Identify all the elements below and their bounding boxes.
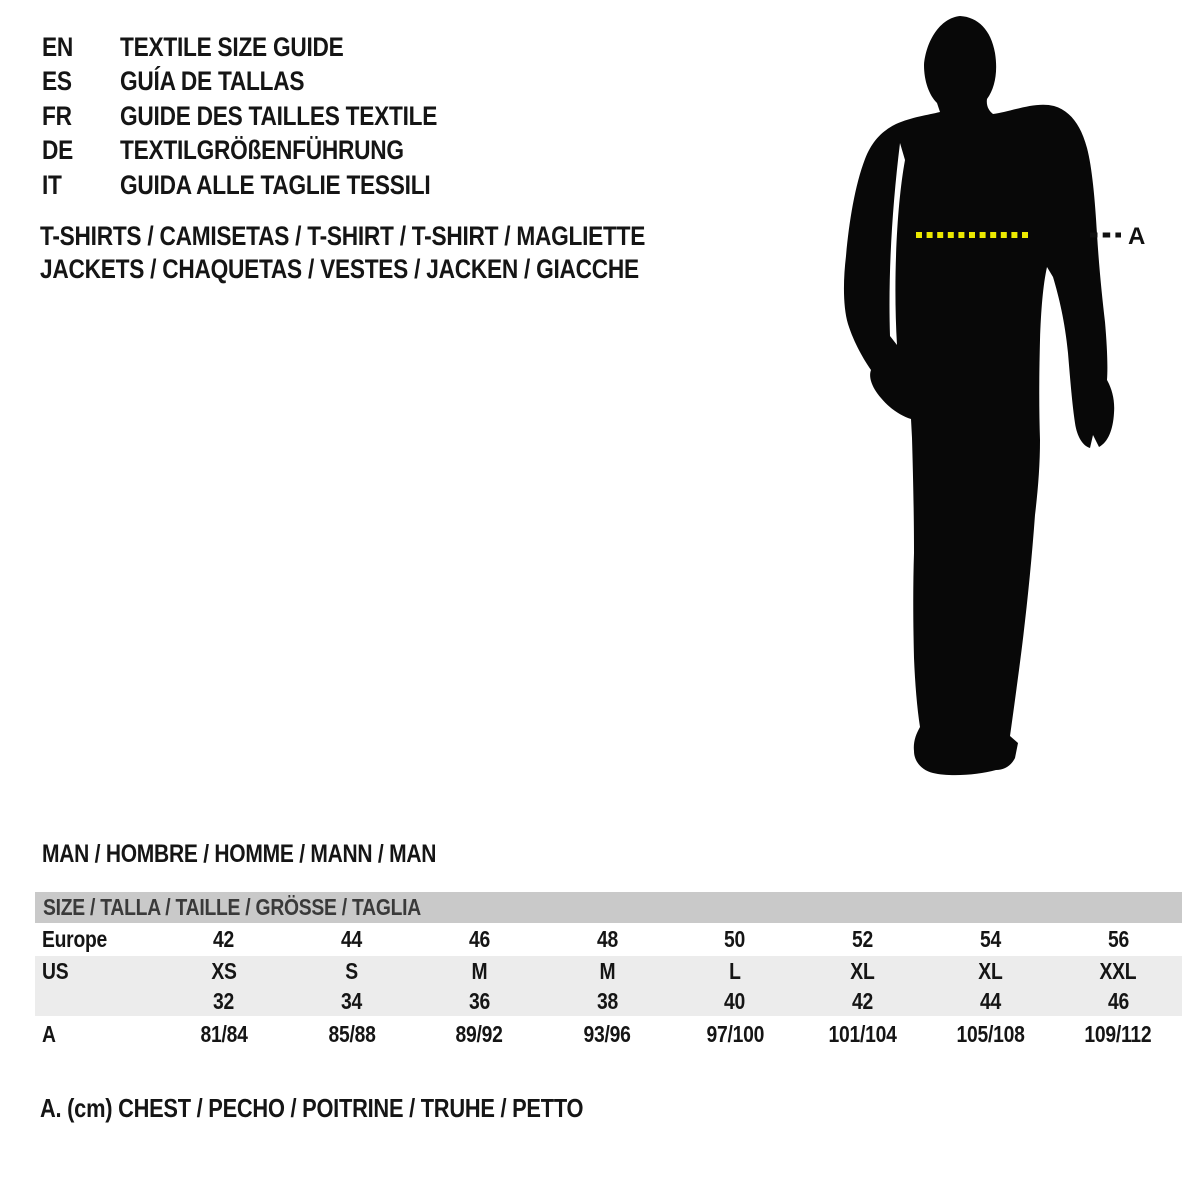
man-silhouette xyxy=(844,16,1114,775)
table-row-label xyxy=(35,958,160,985)
table-cell xyxy=(160,926,288,953)
table-cell-text: 54 xyxy=(979,926,1001,952)
category-list xyxy=(40,220,760,286)
table-cell-text: 52 xyxy=(852,926,874,952)
table-cell xyxy=(416,926,544,953)
table-cell-text: L xyxy=(729,957,741,984)
language-guide-title: GUIDE DES TAILLES TEXTILE xyxy=(120,100,438,131)
table-cell xyxy=(671,988,799,1015)
table-cell xyxy=(1054,988,1182,1015)
table-cell-text: 44 xyxy=(979,987,1001,1014)
category-text: T-SHIRTS / CAMISETAS / T-SHIRT / T-SHIRT / MAGLIETTE xyxy=(40,221,646,251)
table-cell-text: 101/104 xyxy=(828,1020,897,1047)
section-title-text: MAN / HOMBRE / HOMME / MANN / MAN xyxy=(42,839,437,868)
table-cell xyxy=(799,958,927,985)
table-cell-text: XL xyxy=(850,957,875,984)
measure-label-a: A xyxy=(1128,223,1146,250)
size-table-header xyxy=(35,892,1182,923)
table-cell-text: XXL xyxy=(1099,957,1137,984)
table-cell-text: 44 xyxy=(341,926,363,952)
table-row xyxy=(35,956,1182,986)
section-title xyxy=(42,841,511,867)
table-cell-text: 36 xyxy=(468,987,490,1014)
table-cell-text: 56 xyxy=(1107,926,1129,952)
table-cell xyxy=(160,958,288,985)
category-text: JACKETS / CHAQUETAS / VESTES / JACKEN / GIACCHE xyxy=(40,254,639,284)
table-cell-text: 42 xyxy=(852,987,874,1014)
table-cell-text: XL xyxy=(978,957,1003,984)
table-row-label-text: A xyxy=(42,1020,56,1047)
table-cell xyxy=(671,958,799,985)
table-cell xyxy=(288,926,416,953)
category-line xyxy=(40,253,760,286)
table-cell xyxy=(927,988,1055,1015)
language-guide-title: TEXTILGRÖßENFÜHRUNG xyxy=(120,135,404,166)
table-cell xyxy=(288,988,416,1015)
table-cell-text: M xyxy=(471,957,488,984)
table-cell xyxy=(288,1021,416,1048)
table-cell xyxy=(1054,958,1182,985)
table-cell xyxy=(543,988,671,1015)
table-cell-text: 97/100 xyxy=(706,1020,764,1047)
language-code: DE xyxy=(42,135,74,166)
table-cell-text: S xyxy=(345,957,358,984)
table-row xyxy=(35,1016,1182,1052)
language-row xyxy=(42,65,498,100)
language-row xyxy=(42,30,498,65)
table-cell xyxy=(160,1021,288,1048)
footnote-text: A. (cm) CHEST / PECHO / POITRINE / TRUHE / PETTO xyxy=(40,1092,584,1123)
table-cell xyxy=(288,958,416,985)
table-cell xyxy=(1054,926,1182,953)
table-cell xyxy=(1054,1021,1182,1048)
table-cell-text: 48 xyxy=(596,926,618,952)
table-cell xyxy=(927,1021,1055,1048)
size-table-header-text: SIZE / TALLA / TAILLE / GRÖSSE / TAGLIA xyxy=(43,894,421,920)
table-row-label xyxy=(35,926,160,953)
table-cell xyxy=(671,1021,799,1048)
size-table xyxy=(35,892,1182,1052)
language-code: IT xyxy=(42,169,62,200)
table-cell xyxy=(543,926,671,953)
table-cell xyxy=(160,988,288,1015)
table-row xyxy=(35,986,1182,1016)
language-code: ES xyxy=(42,66,72,97)
table-cell xyxy=(416,1021,544,1048)
language-code: FR xyxy=(42,100,72,131)
table-row-label-text: US xyxy=(42,957,69,984)
language-row xyxy=(42,99,498,134)
language-row xyxy=(42,168,498,203)
table-cell xyxy=(927,958,1055,985)
table-cell-text: 32 xyxy=(213,987,235,1014)
table-cell-text: M xyxy=(599,957,616,984)
table-cell-text: 40 xyxy=(724,987,746,1014)
table-cell-text: 109/112 xyxy=(1084,1020,1152,1047)
table-cell xyxy=(416,988,544,1015)
table-cell xyxy=(799,1021,927,1048)
table-cell-text: 46 xyxy=(1107,987,1129,1014)
category-line xyxy=(40,220,760,253)
table-cell-text: 34 xyxy=(341,987,363,1014)
table-cell xyxy=(927,926,1055,953)
table-cell-text: 81/84 xyxy=(200,1020,248,1047)
language-row xyxy=(42,134,498,169)
footnote xyxy=(40,1094,687,1122)
language-guide-title: TEXTILE SIZE GUIDE xyxy=(120,31,344,62)
language-guide-title: GUIDA ALLE TAGLIE TESSILI xyxy=(120,169,431,200)
table-cell xyxy=(671,926,799,953)
table-cell xyxy=(799,988,927,1015)
table-cell-text: XS xyxy=(211,957,237,984)
language-list xyxy=(42,30,498,203)
table-cell-text: 85/88 xyxy=(328,1020,376,1047)
language-guide-title: GUÍA DE TALLAS xyxy=(120,66,305,97)
table-cell-text: 42 xyxy=(213,926,235,952)
language-code: EN xyxy=(42,31,74,62)
size-table-rows xyxy=(35,923,1182,1052)
table-cell-text: 46 xyxy=(468,926,490,952)
table-row-label xyxy=(35,988,160,1015)
table-cell-text: 89/92 xyxy=(455,1020,503,1047)
table-cell-text: 38 xyxy=(596,987,618,1014)
table-cell xyxy=(543,958,671,985)
table-cell-text: 50 xyxy=(724,926,746,952)
table-cell xyxy=(416,958,544,985)
table-cell-text: 105/108 xyxy=(956,1020,1025,1047)
table-cell xyxy=(799,926,927,953)
size-figure xyxy=(840,8,1155,783)
table-row xyxy=(35,923,1182,956)
table-cell xyxy=(543,1021,671,1048)
table-row-label-text: Europe xyxy=(42,926,108,952)
table-row-label xyxy=(35,1021,160,1048)
table-cell-text: 93/96 xyxy=(583,1020,631,1047)
